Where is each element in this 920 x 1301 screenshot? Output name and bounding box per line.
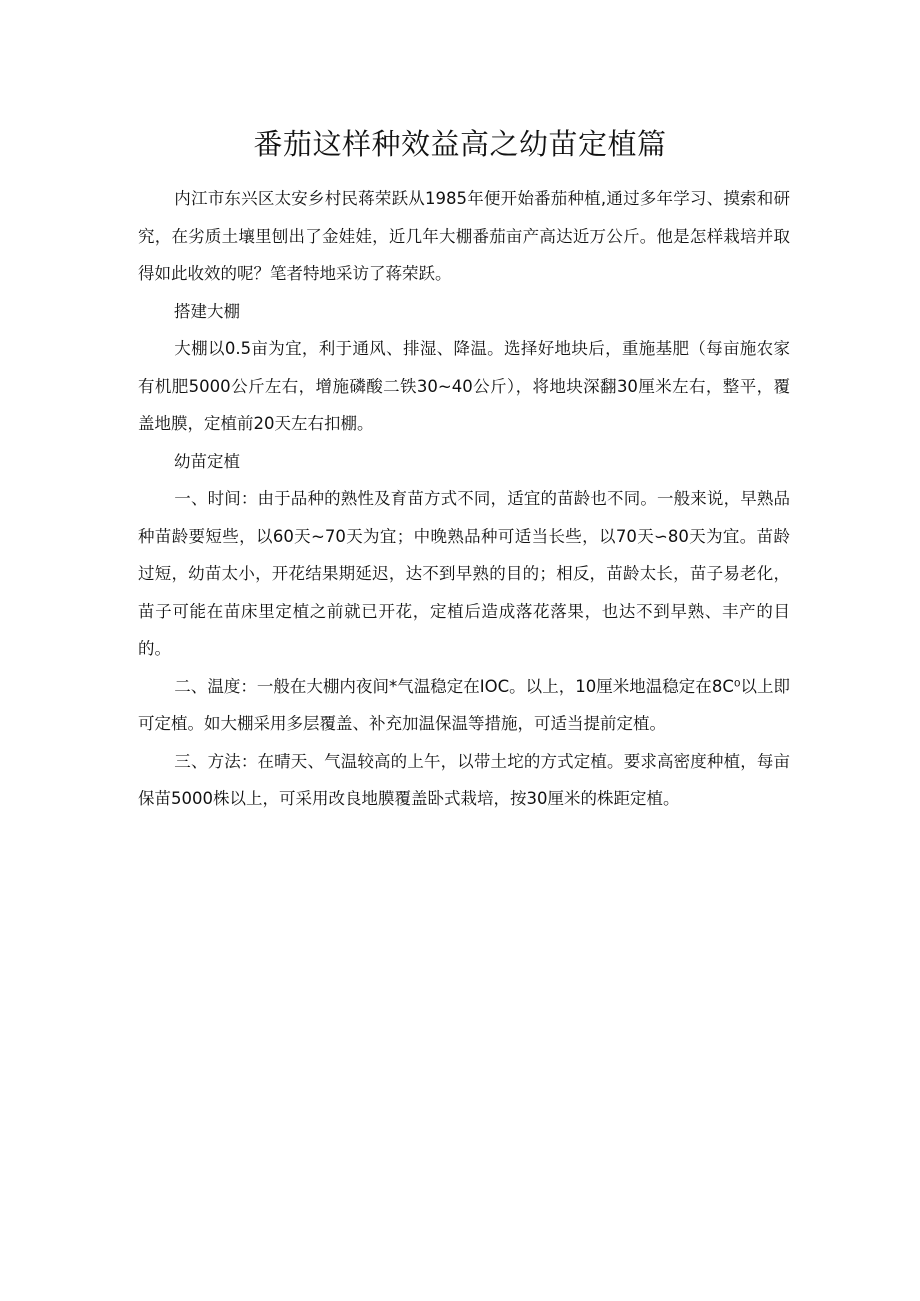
- section-heading-greenhouse: 搭建大棚: [174, 301, 240, 321]
- temperature-paragraph: 二、温度：一般在大棚内夜间*气温稳定在IOC。以上，10厘米地温稳定在8C⁰以上即可定植。如大棚采用多层覆盖、补充加温保温等措施，可适当提前定植。: [138, 676, 790, 733]
- timing-paragraph: 一、时间：由于品种的熟性及育苗方式不同，适宜的苗龄也不同。一般来说，早熟品种苗龄要短些，以60天~70天为宜；中晚熟品种可适当长些，以70天∽80天为宜。苗龄过短，幼苗太小，开花结果期延迟，达不到早熟的目的；相反，苗龄太长，苗子易老化，苗子可能在苗床里定植之前就已开花，定植后造成落花落果，也达不到早熟、丰产的目的。: [138, 489, 790, 658]
- method-paragraph: 三、方法：在晴天、气温较高的上午，以带土坨的方式定植。要求高密度种植，每亩保苗5000株以上，可采用改良地膜覆盖卧式栽培，按30厘米的株距定植。: [138, 751, 790, 808]
- section-heading-transplanting: 幼苗定植: [174, 451, 240, 471]
- greenhouse-paragraph: 大棚以0.5亩为宜，利于通风、排湿、降温。选择好地块后，重施基肥（每亩施农家有机肥5000公斤左右，增施磷酸二铁30~40公斤），将地块深翻30厘米左右，整平，覆盖地膜，定植前20天左右扣棚。: [138, 339, 790, 433]
- document-body: [138, 180, 790, 818]
- document-title: 番茄这样种效益高之幼苗定植篇: [253, 127, 667, 161]
- intro-paragraph: 内江市东兴区太安乡村民蒋荣跃从1985年便开始番茄种植,通过多年学习、摸索和研究，在劣质土壤里刨出了金娃娃，近几年大棚番茄亩产高达近万公斤。他是怎样栽培并取得如此收效的呢？笔者特地采访了蒋荣跃。: [138, 189, 790, 283]
